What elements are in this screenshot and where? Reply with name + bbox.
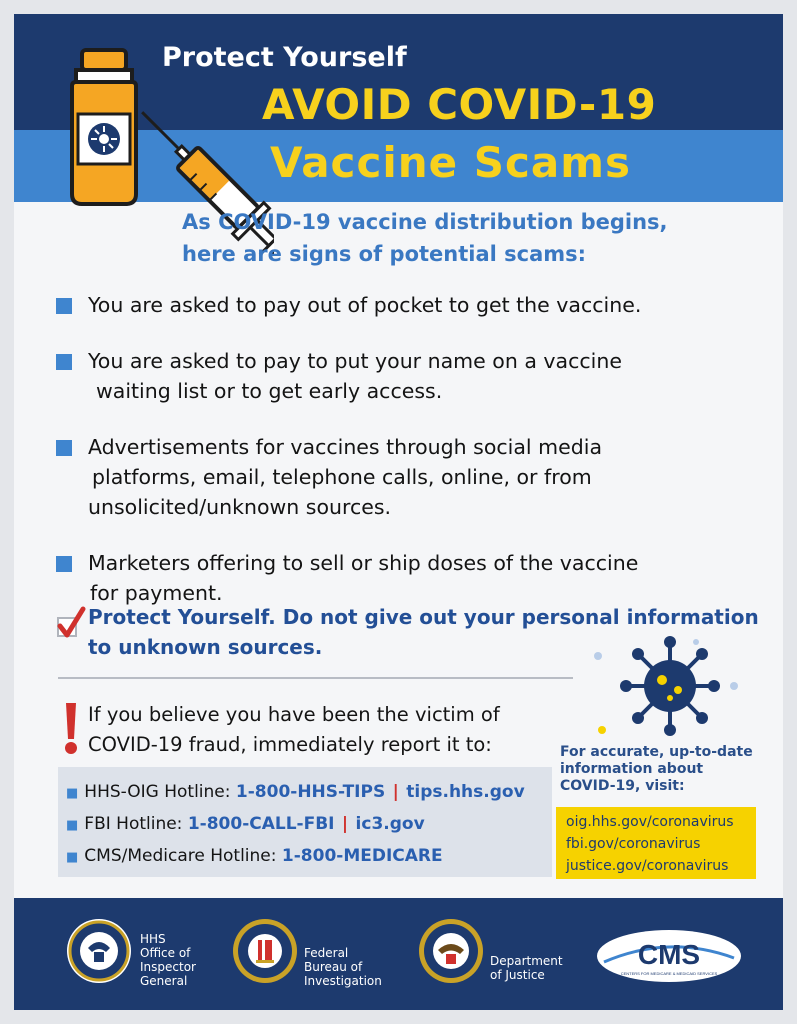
list-item-text: platforms, email, telephone calls, online, or from [92,465,592,489]
list-item-text: for payment. [90,581,223,605]
report-line-2: COVID-19 fraud, immediately report it to: [88,733,492,756]
bullet-square-icon: ■ [66,786,79,801]
info-line-1: For accurate, up-to-date [560,744,753,760]
hotline-number: 1-800-CALL-FBI [187,814,335,834]
intro-line-2: here are signs of potential scams: [182,242,587,266]
agency-label-line: Office of [140,946,191,960]
hotline-item-hhs-oig [66,777,552,809]
hotline-number: 1-800-MEDICARE [281,846,443,866]
fbi-label [304,946,382,988]
report-instructions [88,700,568,760]
bullet-square-icon: ■ [66,850,79,865]
bullet-square-icon: ■ [66,818,79,833]
hotline-number: 1-800-HHS-TIPS [235,782,386,802]
agency-label-line: Inspector [140,960,196,974]
hotline-label: CMS/Medicare Hotline: [84,846,282,866]
list-item-text: unsolicited/unknown sources. [88,495,392,519]
hotline-site-link[interactable]: ic3.gov [355,814,425,834]
title-line-1: AVOID COVID-19 [262,80,657,129]
bullet-square-icon [56,354,72,370]
list-item [54,346,774,406]
hotline-label: HHS-OIG Hotline: [84,782,236,802]
flyer [14,14,783,1010]
footer-agency-bar [14,898,783,1010]
fbi-seal-icon [232,918,298,984]
hotline-site-link[interactable]: tips.hhs.gov [406,782,525,802]
vaccine-vial-icon [72,50,136,204]
list-item [54,290,774,320]
divider [58,677,573,679]
protect-line-2: to unknown sources. [88,635,323,659]
cms-logo-subtext: CENTERS FOR MEDICARE & MEDICAID SERVICES [620,971,718,976]
hotline-separator: | [341,814,349,834]
intro-line-1: As COVID-19 vaccine distribution begins, [182,210,668,234]
hotline-item-fbi [66,809,552,841]
header-kicker: Protect Yourself [162,42,407,73]
protect-line-1: Protect Yourself. Do not give out your personal information [88,605,759,629]
checkmark-icon [56,606,86,640]
info-text [560,744,770,795]
agency-label-line: Investigation [304,974,382,988]
hotline-item-cms [66,841,552,873]
list-item-text: waiting list or to get early access. [96,379,443,403]
hotline-box [58,767,552,877]
agency-label-line: General [140,974,188,988]
agency-label-line: Bureau of [304,960,363,974]
list-item-text: Advertisements for vaccines through social media [88,435,603,459]
oig-link[interactable]: oig.hhs.gov/coronavirus [566,814,734,830]
bullet-square-icon [56,556,72,572]
info-line-3: COVID-19, visit: [560,778,685,794]
list-item-text: Marketers offering to sell or ship doses of the vaccine [88,551,639,575]
agency-label-line: Federal [304,946,349,960]
info-line-2: information about [560,761,704,777]
agency-label-line: of Justice [490,968,545,982]
scam-signs-list [54,290,774,634]
list-item-text: You are asked to pay to put your name on a vaccine [88,349,622,373]
hotline-separator: | [392,782,399,802]
doj-seal-icon [418,918,484,984]
title-line-2: Vaccine Scams [270,138,631,187]
cms-logo-text: CMS [637,939,701,970]
list-item [54,548,774,608]
list-item-text: You are asked to pay out of pocket to get the vaccine. [88,293,642,317]
cms-logo [594,928,744,984]
report-line-1: If you believe you have been the victim of [88,703,500,726]
list-item [54,432,774,522]
exclamation-icon [64,703,78,755]
hhs-oig-label [140,932,196,988]
hhs-seal-icon [66,918,132,984]
virus-icon [586,626,746,746]
agency-label-line: Department [490,954,563,968]
fbi-link[interactable]: fbi.gov/coronavirus [566,836,701,852]
bullet-square-icon [56,298,72,314]
agency-label-line: HHS [140,932,166,946]
hotline-label: FBI Hotline: [84,814,188,834]
doj-label [490,954,563,982]
intro-text [182,206,772,270]
justice-link[interactable]: justice.gov/coronavirus [566,858,729,874]
bullet-square-icon [56,440,72,456]
info-links-box [556,807,756,879]
